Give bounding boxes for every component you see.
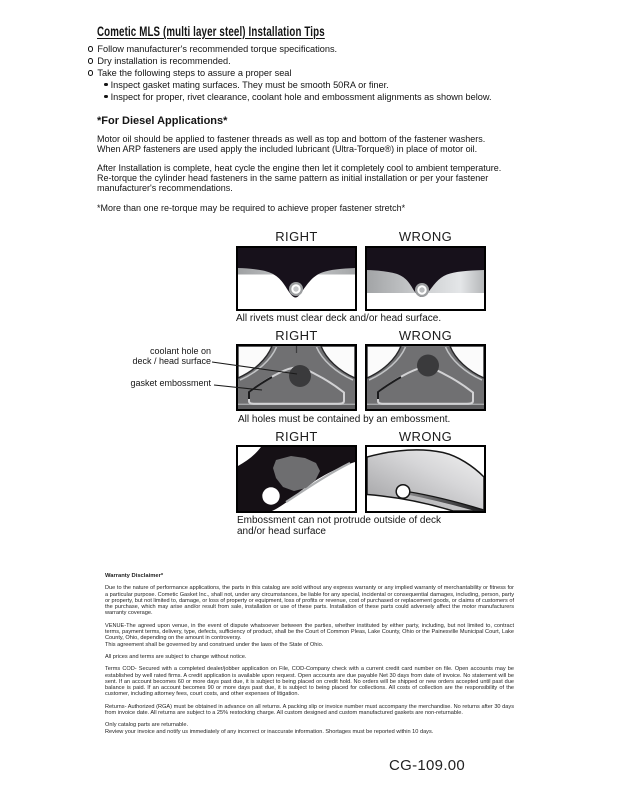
- warranty-disclaimer: [105, 573, 514, 735]
- list-item: [88, 67, 598, 79]
- sub-list-item: [104, 79, 598, 91]
- rivet-right-illustration: [238, 248, 355, 309]
- coolant-wrong-illustration: [367, 346, 484, 409]
- warranty-paragraph: Due to the nature of performance applications, the parts in this catalog are sold without any express warranty or any implied warranty of merchantability or fitness for a particular purpose. Cometic Gasket Inc., shall not, under any circumstances, be liable for any special, incidental or consequential damages, including, person, party or property, but not limited to, damage, or loss of property or equipment, loss of profits or revenue, cost of purchased or replacement goods, or claims of customers of the purchase, which may arise and/or result from sale, installation or use of these parts. Installation of these parts could adversely affect the motor manufacturers warranty coverage.: [105, 585, 514, 617]
- page-code: CG-109.00: [389, 757, 466, 774]
- row2-caption: All holes must be contained by an embossment.: [238, 414, 451, 425]
- right-heading: RIGHT: [275, 328, 318, 343]
- embossment-right-diagram: [236, 445, 357, 513]
- embossment-wrong-diagram: [365, 445, 486, 513]
- open-bullet-icon: [88, 58, 93, 63]
- list-item-text: Follow manufacturer's recommended torque specifications.: [97, 44, 338, 54]
- coolant-right-illustration: [238, 346, 355, 409]
- warranty-paragraph: Returns- Authorized (RGA) must be obtained in advance on all returns. A packing slip or invoice number must accompany the merchandise. No returns after 30 days from invoice date. All returns are subject to a 25% restocking charge. All custom designed and custom manufactured gaskets are non-returnable.: [105, 703, 514, 717]
- row1-caption: All rivets must clear deck and/or head surface.: [236, 313, 442, 324]
- installation-tips-list: [88, 43, 598, 103]
- filled-bullet-icon: [104, 95, 108, 99]
- wrong-heading: WRONG: [398, 229, 453, 244]
- list-item: [88, 43, 598, 55]
- list-item-text: Inspect gasket mating surfaces. They must be smooth 50RA or finer.: [110, 80, 389, 90]
- row3-caption: Embossment can not protrude outside of deck and/or head surface: [237, 515, 442, 537]
- list-item: [88, 55, 598, 67]
- list-item-text: Inspect for proper, rivet clearance, coolant hole and embossment alignments as shown below.: [110, 92, 492, 102]
- right-heading: RIGHT: [275, 429, 318, 444]
- rivet-right-diagram: [236, 246, 357, 311]
- coolant-wrong-diagram: [365, 344, 486, 411]
- list-item-text: Take the following steps to assure a proper seal: [97, 68, 292, 78]
- warranty-paragraph: VENUE-The agreed upon venue, in the event of dispute whatsoever between the parties, whether instituted by either party, including, but not limited to, contract terms, payment terms, delivery, type, defects, sufficiency of product, shall be the Court of Common Pleas, Lake County, Ohio or the Painesville Municipal Court, Lake County, Ohio, depending on the amount in controversy. This agreement shall be governed by and construed under the laws of the State of Ohio.: [105, 622, 514, 648]
- right-heading: RIGHT: [275, 229, 318, 244]
- sub-list-item: [104, 91, 598, 103]
- diesel-paragraph-1: Motor oil should be applied to fastener threads as well as top and bottom of the fastener washers. When ARP fasteners are used apply the included lubricant (Ultra-Torque®) in place of motor oil.: [97, 134, 486, 154]
- warranty-heading: Warranty Disclaimer*: [105, 573, 164, 579]
- retorque-note: *More than one re-torque may be required to achieve proper fastener stretch*: [97, 203, 406, 213]
- gasket-embossment-label: gasket embossment: [130, 378, 211, 388]
- page-title: Cometic MLS (multi layer steel) Installation Tips: [97, 24, 325, 39]
- filled-bullet-icon: [104, 83, 108, 87]
- rivet-wrong-diagram: [365, 246, 486, 311]
- list-item-text: Dry installation is recommended.: [97, 56, 231, 66]
- coolant-hole-label: coolant hole on deck / head surface: [132, 346, 211, 366]
- embossment-right-illustration: [238, 447, 355, 511]
- warranty-paragraph: All prices and terms are subject to change without notice.: [105, 653, 247, 660]
- open-bullet-icon: [88, 46, 93, 51]
- open-bullet-icon: [88, 70, 93, 75]
- diesel-paragraph-2: After Installation is complete, heat cycle the engine then let it completely cool to ambient temperature. Re-torque the cylinder head fasteners in the same pattern as initial installation or per your fastener manufacturer's recommendations.: [97, 163, 502, 193]
- embossment-wrong-illustration: [367, 447, 484, 511]
- wrong-heading: WRONG: [398, 429, 453, 444]
- coolant-right-diagram: [236, 344, 357, 411]
- diesel-applications-heading: *For Diesel Applications*: [97, 115, 228, 127]
- warranty-paragraph: Terms COD- Secured with a completed dealer/jobber application on File, COD-Company check with a current credit card number on file. Open accounts may be established by well rated firms. A credit application is available upon request. Open accounts are due payable Net 30 days from date of invoice. No statement will be sent. If an account becomes 60 or more days past due, it is subject to being placed on credit hold. No orders will be shipped or new orders accepted until past due balance is paid. If an account becomes 90 or more days past due, it is subject to being placed for collections. All costs of collection are the responsibility of the customer, including attorney fees, court costs, and other expenses of litigation.: [105, 666, 514, 698]
- wrong-heading: WRONG: [398, 328, 453, 343]
- warranty-paragraph: Only catalog parts are returnable. Review your invoice and notify us immediately of any incorrect or inaccurate information. Shortages must be reported within 10 days.: [105, 722, 434, 735]
- rivet-wrong-illustration: [367, 248, 484, 309]
